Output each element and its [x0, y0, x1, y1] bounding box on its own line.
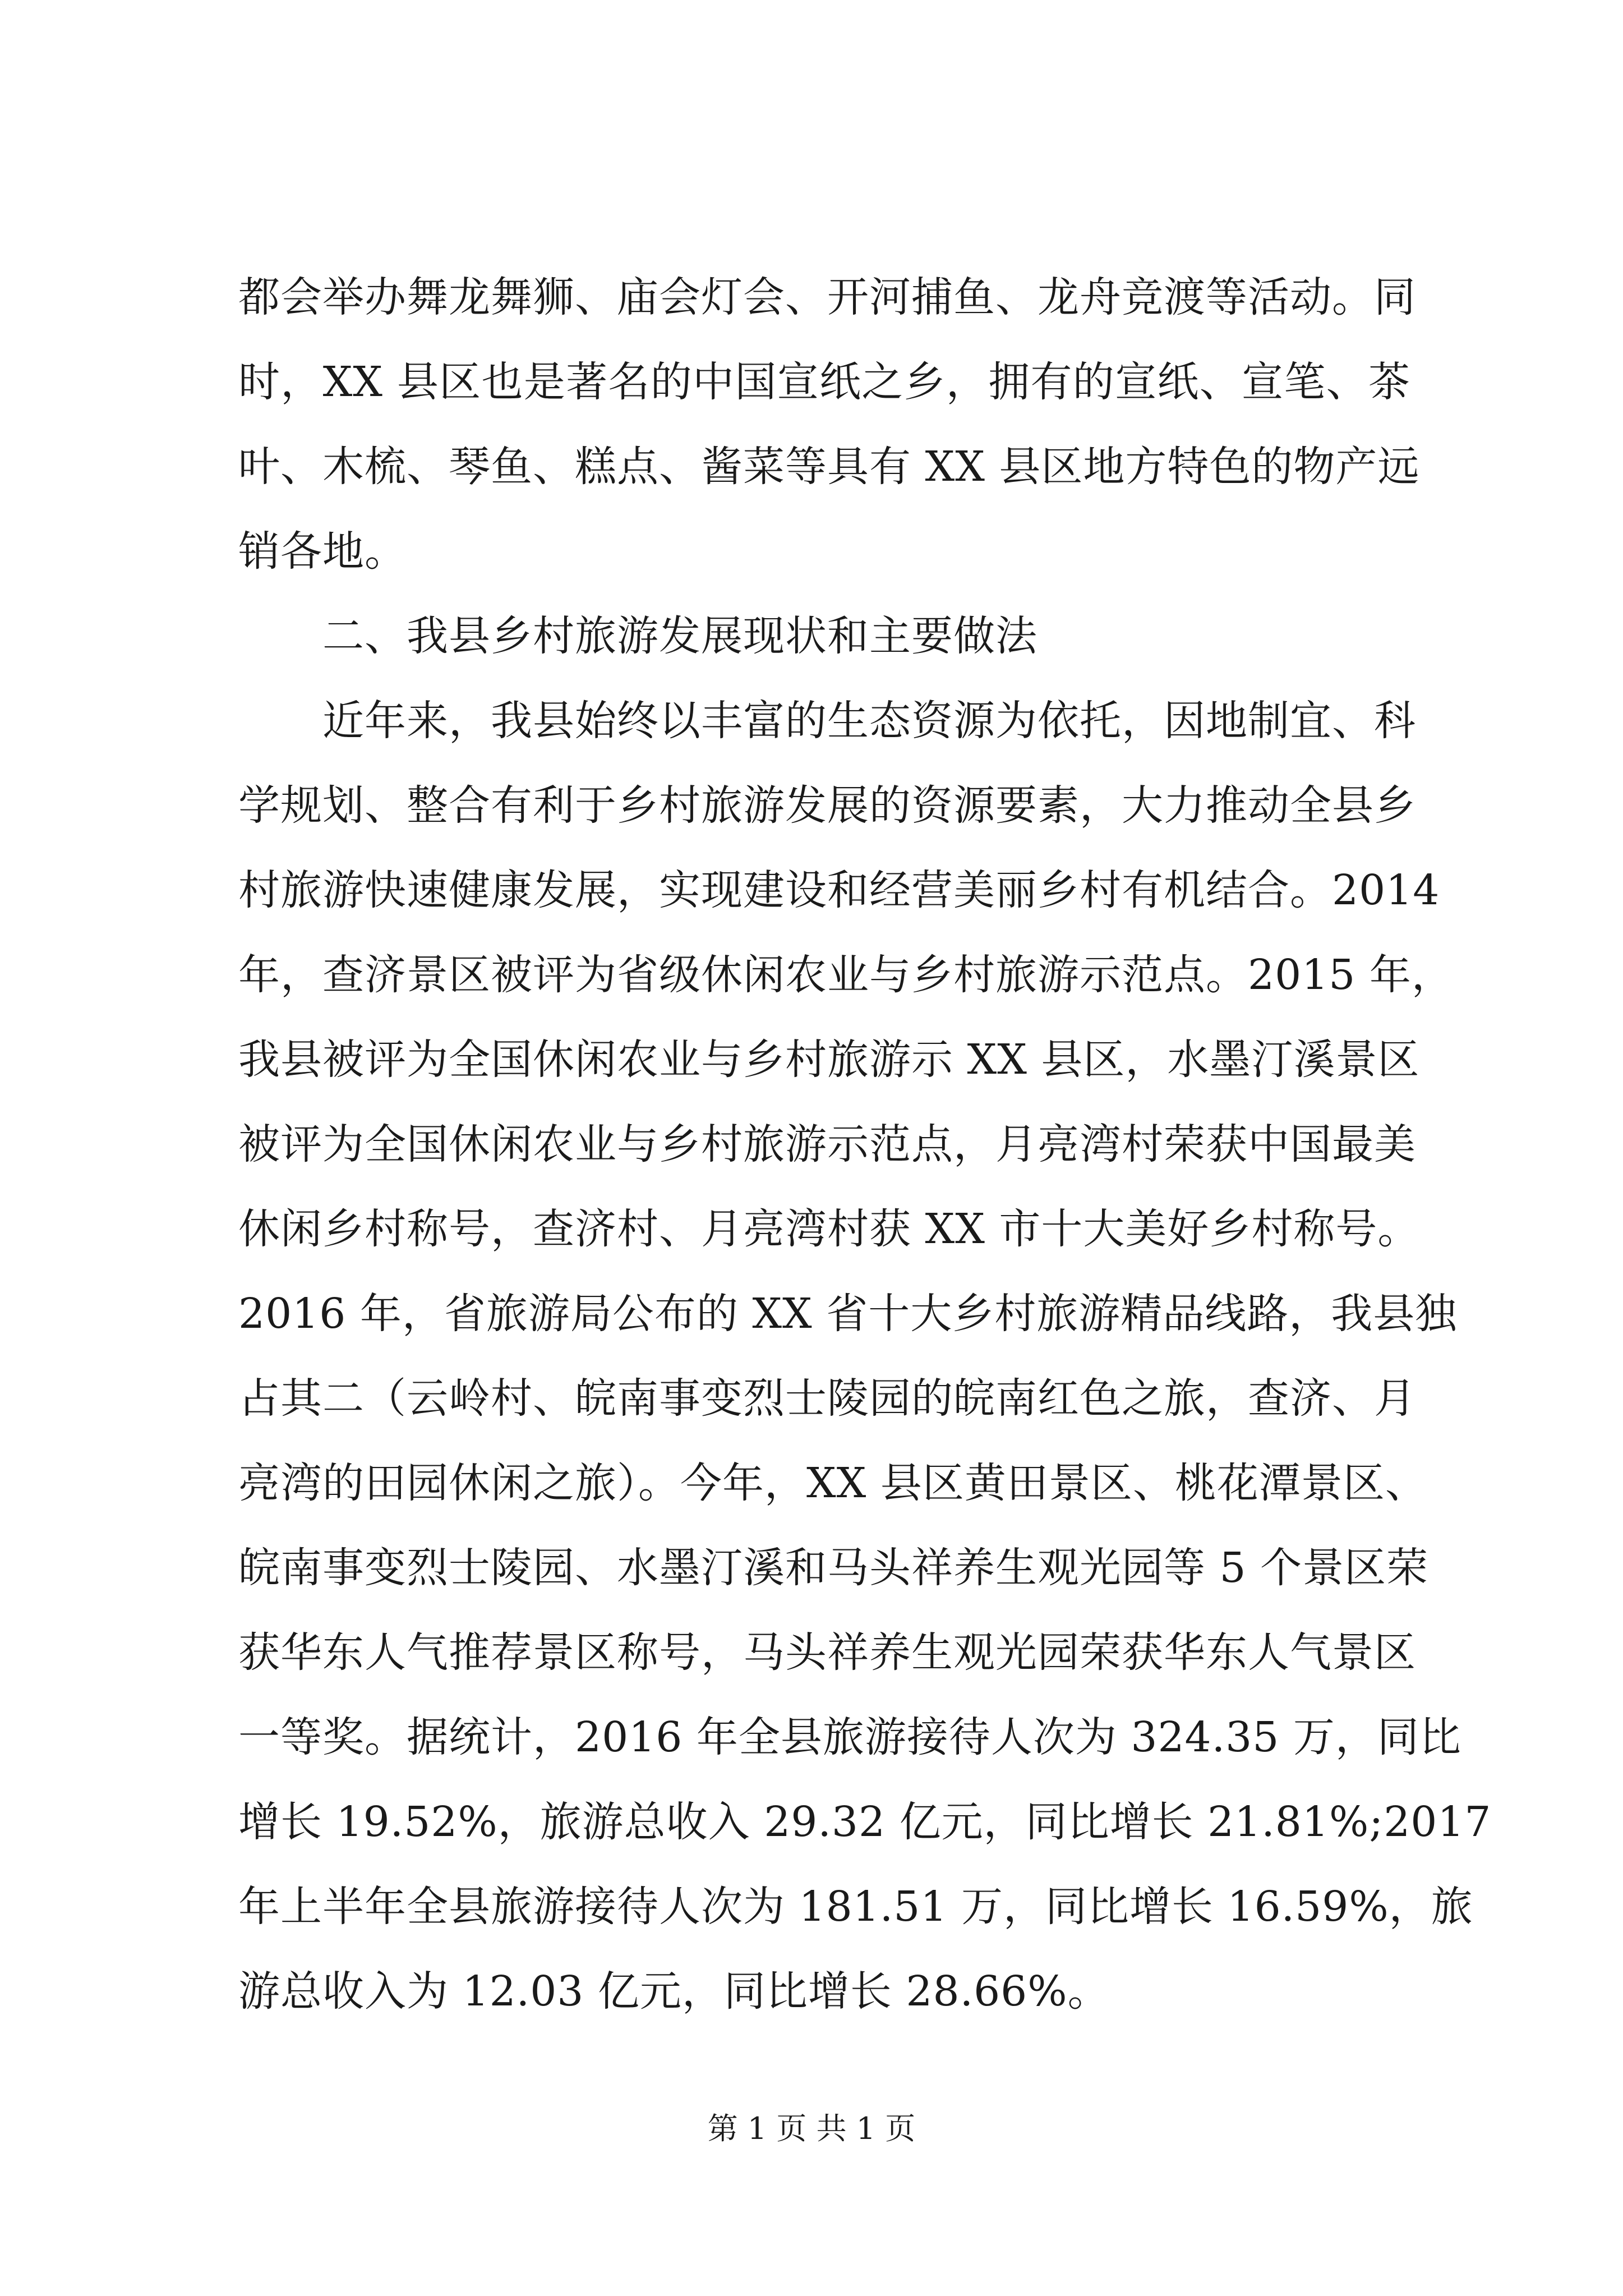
- text-line: 被评为全国休闲农业与乡村旅游示范点，月亮湾村荣获中国最美: [238, 1120, 1416, 1168]
- section-heading: 二、我县乡村旅游发展现状和主要做法: [322, 612, 1038, 660]
- text-line: 获华东人气推荐景区称号，马头祥养生观光园荣获华东人气景区: [238, 1628, 1416, 1677]
- text-line: 销各地。: [238, 527, 407, 576]
- text-line: 年，查济景区被评为省级休闲农业与乡村旅游示范点。2015 年，: [238, 951, 1454, 999]
- text-line: 时，XX 县区也是著名的中国宣纸之乡，拥有的宣纸、宣笔、茶: [238, 358, 1410, 406]
- text-line: 2016 年，省旅游局公布的 XX 省十大乡村旅游精品线路，我县独: [238, 1290, 1458, 1338]
- paragraph-2: [238, 679, 1492, 2034]
- text-line: 年上半年全县旅游接待人次为 181.51 万，同比增长 16.59%，旅: [238, 1883, 1473, 1931]
- text-line: 亮湾的田园休闲之旅）。今年，XX 县区黄田景区、桃花潭景区、: [238, 1459, 1427, 1507]
- paragraph-1: [238, 255, 1420, 594]
- text-line: 一等奖。据统计，2016 年全县旅游接待人次为 324.35 万，同比: [238, 1713, 1461, 1761]
- text-line: 占其二（云岭村、皖南事变烈士陵园的皖南红色之旅，查济、月: [238, 1374, 1416, 1423]
- text-line: 我县被评为全国休闲农业与乡村旅游示 XX 县区，水墨汀溪景区: [238, 1036, 1420, 1084]
- body-text: [238, 255, 1492, 2034]
- text-line: 游总收入为 12.03 亿元，同比增长 28.66%。: [238, 1967, 1110, 2016]
- text-line: 皖南事变烈士陵园、水墨汀溪和马头祥养生观光园等 5 个景区荣: [238, 1544, 1429, 1592]
- text-line: 都会举办舞龙舞狮、庙会灯会、开河捕鱼、龙舟竞渡等活动。同: [238, 273, 1416, 321]
- text-line: 叶、木梳、琴鱼、糕点、酱菜等具有 XX 县区地方特色的物产远: [238, 443, 1420, 491]
- text-line: 休闲乡村称号，查济村、月亮湾村获 XX 市十大美好乡村称号。: [238, 1205, 1420, 1253]
- page-footer: 第 1 页 共 1 页: [707, 2111, 916, 2146]
- text-line: 增长 19.52%，旅游总收入 29.32 亿元，同比增长 21.81%;2017: [238, 1798, 1492, 1846]
- text-line: 近年来，我县始终以丰富的生态资源为依托，因地制宜、科: [322, 697, 1416, 745]
- text-line: 村旅游快速健康发展，实现建设和经营美丽乡村有机结合。2014: [238, 866, 1440, 914]
- text-line: 学规划、整合有利于乡村旅游发展的资源要素，大力推动全县乡: [238, 781, 1416, 830]
